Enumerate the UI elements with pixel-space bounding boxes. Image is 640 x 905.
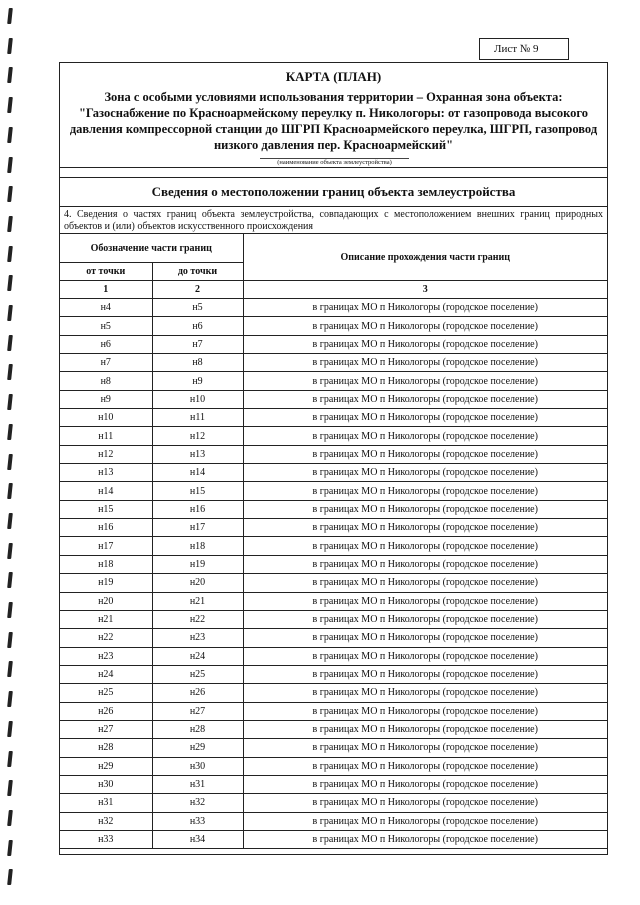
cell-from: н29 [60, 757, 152, 775]
table-row [60, 335, 607, 353]
binder-hole [7, 305, 13, 321]
cell-desc: в границах МО п Никологоры (городское поселение) [243, 372, 607, 390]
cell-desc: в границах МО п Никологоры (городское поселение) [243, 427, 607, 445]
binder-holes [8, 8, 16, 898]
cell-desc: в границах МО п Никологоры (городское поселение) [243, 482, 607, 500]
cell-to: н21 [152, 592, 243, 610]
table-row [60, 574, 607, 592]
cell-from: н14 [60, 482, 152, 500]
binder-hole [7, 691, 13, 707]
cell-from: н19 [60, 574, 152, 592]
section-note: 4. Сведения о частях границ объекта землеустройства, совпадающих с местоположением внешних границ природных объектов и (или) объектов искусственного происхождения [60, 207, 607, 234]
cell-to: н8 [152, 354, 243, 372]
cell-to: н31 [152, 775, 243, 793]
cell-from: н18 [60, 555, 152, 573]
cell-from: н17 [60, 537, 152, 555]
map-title: КАРТА (ПЛАН) [285, 69, 382, 84]
binder-hole [7, 840, 13, 856]
table-row [60, 739, 607, 757]
cell-desc: в границах МО п Никологоры (городское поселение) [243, 684, 607, 702]
cell-desc: в границах МО п Никологоры (городское поселение) [243, 537, 607, 555]
cell-desc: в границах МО п Никологоры (городское поселение) [243, 702, 607, 720]
cell-desc: в границах МО п Никологоры (городское поселение) [243, 647, 607, 665]
cell-desc: в границах МО п Никологоры (городское поселение) [243, 317, 607, 335]
cell-from: н23 [60, 647, 152, 665]
cell-desc: в границах МО п Никологоры (городское поселение) [243, 629, 607, 647]
cell-from: н24 [60, 665, 152, 683]
cell-to: н9 [152, 372, 243, 390]
table-row [60, 702, 607, 720]
header-to: до точки [152, 263, 243, 281]
binder-hole [7, 216, 13, 232]
table-row [60, 372, 607, 390]
binder-hole [7, 186, 13, 202]
cell-desc: в границах МО п Никологоры (городское поселение) [243, 464, 607, 482]
cell-from: н25 [60, 684, 152, 702]
binder-hole [7, 543, 13, 559]
binder-hole [7, 869, 13, 885]
cell-to: н16 [152, 500, 243, 518]
cell-desc: в границах МО п Никологоры (городское поселение) [243, 610, 607, 628]
cell-desc: в границах МО п Никологоры (городское поселение) [243, 574, 607, 592]
cell-desc: в границах МО п Никологоры (городское поселение) [243, 830, 607, 848]
binder-hole [7, 394, 13, 410]
cell-desc: в границах МО п Никологоры (городское поселение) [243, 519, 607, 537]
table-row [60, 464, 607, 482]
cell-to: н20 [152, 574, 243, 592]
binder-hole [7, 751, 13, 767]
cell-desc: в границах МО п Никологоры (городское поселение) [243, 445, 607, 463]
cell-to: н34 [152, 830, 243, 848]
binder-hole [7, 483, 13, 499]
cell-desc: в границах МО п Никологоры (городское поселение) [243, 500, 607, 518]
table-row [60, 354, 607, 372]
cell-from: н16 [60, 519, 152, 537]
cell-from: н20 [60, 592, 152, 610]
cell-to: н6 [152, 317, 243, 335]
table-row [60, 775, 607, 793]
cell-from: н4 [60, 299, 152, 317]
cell-desc: в границах МО п Никологоры (городское поселение) [243, 757, 607, 775]
cell-from: н10 [60, 409, 152, 427]
cell-to: н26 [152, 684, 243, 702]
table-row [60, 445, 607, 463]
cell-from: н8 [60, 372, 152, 390]
table-row [60, 390, 607, 408]
table-row [60, 610, 607, 628]
section-title: Сведения о местоположении границ объекта землеустройства [60, 178, 607, 207]
cell-from: н27 [60, 720, 152, 738]
binder-hole [7, 602, 13, 618]
table-row [60, 757, 607, 775]
cell-to: н7 [152, 335, 243, 353]
binder-hole [7, 632, 13, 648]
cell-desc: в границах МО п Никологоры (городское поселение) [243, 720, 607, 738]
cell-to: н11 [152, 409, 243, 427]
cell-from: н12 [60, 445, 152, 463]
map-subject: Зона с особыми условиями использования территории – Охранная зона объекта: "Газоснабжение по Красноармейскому переулку п. Никологоры: от газопровода высокого давления компрессорной станции до ШГРП Красноармейского переулка, ШГРП, газопровод низкого давления пер. Красноармейский" [69, 90, 598, 152]
table-row [60, 665, 607, 683]
col-number-1: 1 [60, 281, 152, 299]
cell-from: н5 [60, 317, 152, 335]
cell-to: н13 [152, 445, 243, 463]
cell-from: н9 [60, 390, 152, 408]
binder-hole [7, 424, 13, 440]
cell-from: н22 [60, 629, 152, 647]
cell-from: н13 [60, 464, 152, 482]
cell-to: н10 [152, 390, 243, 408]
binder-hole [7, 127, 13, 143]
header-group: Обозначение части границ [60, 234, 243, 263]
table-row [60, 684, 607, 702]
binder-hole [7, 810, 13, 826]
cell-from: н7 [60, 354, 152, 372]
cell-desc: в границах МО п Никологоры (городское поселение) [243, 390, 607, 408]
table-row [60, 409, 607, 427]
table-row [60, 592, 607, 610]
cell-desc: в границах МО п Никологоры (городское поселение) [243, 665, 607, 683]
table-row [60, 299, 607, 317]
cell-to: н5 [152, 299, 243, 317]
table-row [60, 830, 607, 848]
header-from: от точки [60, 263, 152, 281]
cell-desc: в границах МО п Никологоры (городское поселение) [243, 775, 607, 793]
binder-hole [7, 454, 13, 470]
document-frame [59, 62, 608, 855]
cell-to: н15 [152, 482, 243, 500]
table-row [60, 647, 607, 665]
table-row [60, 519, 607, 537]
cell-to: н30 [152, 757, 243, 775]
cell-from: н6 [60, 335, 152, 353]
table-row [60, 317, 607, 335]
table-row [60, 629, 607, 647]
cell-to: н32 [152, 794, 243, 812]
binder-hole [7, 780, 13, 796]
binder-hole [7, 97, 13, 113]
col-number-3: 3 [243, 281, 607, 299]
table-row [60, 500, 607, 518]
binder-hole [7, 572, 13, 588]
spacer-band [60, 168, 607, 178]
cell-to: н25 [152, 665, 243, 683]
cell-desc: в границах МО п Никологоры (городское поселение) [243, 555, 607, 573]
cell-to: н18 [152, 537, 243, 555]
cell-desc: в границах МО п Никологоры (городское поселение) [243, 739, 607, 757]
sheet-number: Лист № 9 [479, 38, 569, 60]
cell-to: н19 [152, 555, 243, 573]
cell-to: н12 [152, 427, 243, 445]
cell-desc: в границах МО п Никологоры (городское поселение) [243, 812, 607, 830]
map-subject-caption: (наименование объекта землеустройства) [260, 158, 409, 167]
cell-from: н31 [60, 794, 152, 812]
cell-to: н22 [152, 610, 243, 628]
binder-hole [7, 246, 13, 262]
binder-hole [7, 335, 13, 351]
cell-from: н32 [60, 812, 152, 830]
cell-to: н23 [152, 629, 243, 647]
col-number-2: 2 [152, 281, 243, 299]
binder-hole [7, 67, 13, 83]
cell-to: н28 [152, 720, 243, 738]
table-row [60, 537, 607, 555]
binder-hole [7, 513, 13, 529]
cell-from: н26 [60, 702, 152, 720]
title-block [60, 63, 607, 168]
cell-desc: в границах МО п Никологоры (городское поселение) [243, 592, 607, 610]
table-row [60, 482, 607, 500]
table-row [60, 555, 607, 573]
cell-from: н21 [60, 610, 152, 628]
cell-to: н14 [152, 464, 243, 482]
binder-hole [7, 8, 13, 24]
table-row [60, 720, 607, 738]
binder-hole [7, 364, 13, 380]
cell-desc: в границах МО п Никологоры (городское поселение) [243, 794, 607, 812]
cell-to: н33 [152, 812, 243, 830]
cell-to: н29 [152, 739, 243, 757]
cell-from: н11 [60, 427, 152, 445]
table-row [60, 427, 607, 445]
cell-from: н15 [60, 500, 152, 518]
cell-to: н24 [152, 647, 243, 665]
cell-desc: в границах МО п Никологоры (городское поселение) [243, 299, 607, 317]
table-row [60, 812, 607, 830]
binder-hole [7, 661, 13, 677]
cell-from: н30 [60, 775, 152, 793]
cell-to: н27 [152, 702, 243, 720]
binder-hole [7, 38, 13, 54]
cell-desc: в границах МО п Никологоры (городское поселение) [243, 409, 607, 427]
cell-desc: в границах МО п Никологоры (городское поселение) [243, 335, 607, 353]
cell-desc: в границах МО п Никологоры (городское поселение) [243, 354, 607, 372]
binder-hole [7, 721, 13, 737]
binder-hole [7, 157, 13, 173]
binder-hole [7, 275, 13, 291]
cell-to: н17 [152, 519, 243, 537]
cell-from: н28 [60, 739, 152, 757]
cell-from: н33 [60, 830, 152, 848]
table-row [60, 794, 607, 812]
header-desc: Описание прохождения части границ [243, 234, 607, 281]
boundary-parts-table [60, 234, 607, 849]
